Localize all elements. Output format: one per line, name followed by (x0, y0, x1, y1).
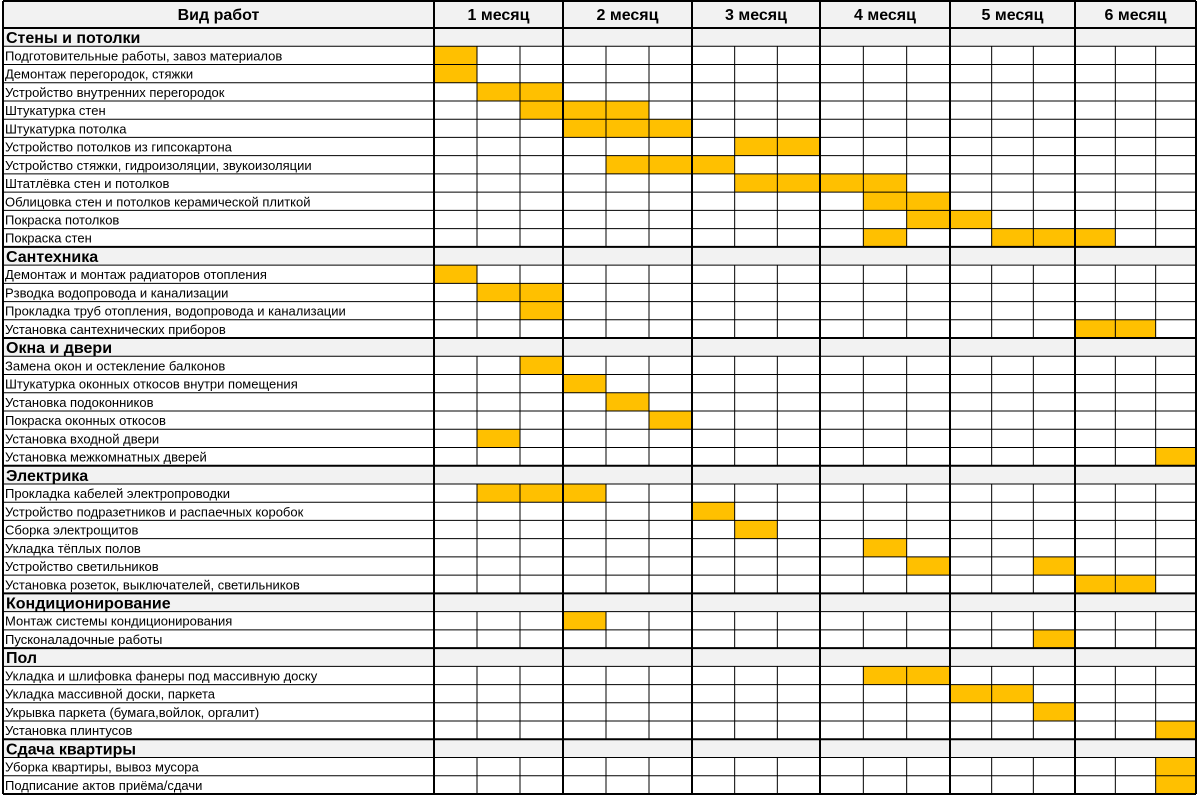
section-row-bg (3, 28, 1196, 46)
task-label: Демонтаж перегородок, стяжки (5, 66, 194, 82)
task-label: Укладка массивной доски, паркета (5, 686, 215, 702)
gantt-bar (563, 101, 606, 119)
task-label: Покраска оконных откосов (5, 413, 166, 429)
section-title: Электрика (6, 467, 89, 485)
section-row-bg (3, 466, 1196, 484)
section-title: Сантехника (6, 248, 99, 266)
gantt-bar (520, 484, 563, 502)
task-label: Штукатурка потолка (5, 121, 127, 137)
task-label: Установка сантехнических приборов (5, 321, 226, 337)
task-label: Установка плинтусов (5, 723, 133, 739)
task-label: Покраска стен (5, 230, 92, 246)
task-label: Установка розеток, выключателей, светильников (5, 577, 300, 593)
gantt-bar (1156, 721, 1196, 739)
gantt-bar (820, 174, 863, 192)
task-label: Устройство внутренних перегородок (5, 84, 225, 100)
gantt-bar (950, 210, 992, 228)
task-label: Прокладка кабелей электропроводки (5, 486, 230, 502)
gantt-bar (477, 83, 520, 101)
task-label: Рзводка водопровода и канализации (5, 285, 229, 301)
gantt-bar (863, 666, 906, 684)
gantt-bar (649, 411, 692, 429)
section-row-bg (3, 247, 1196, 265)
gantt-bar (606, 156, 649, 174)
task-label: Прокладка труб отопления, водопровода и канализации (5, 303, 346, 319)
month-header: 2 месяц (596, 7, 659, 24)
gantt-bar (563, 484, 606, 502)
task-label: Штукатурка оконных откосов внутри помещения (5, 376, 298, 392)
task-label: Установка межкомнатных дверей (5, 449, 207, 465)
month-header: 3 месяц (725, 7, 787, 24)
gantt-bar (1075, 229, 1115, 247)
task-label: Замена окон и остекление балконов (5, 358, 226, 374)
task-label: Установка входной двери (5, 431, 160, 447)
task-label: Устройство потолков из гипсокартона (5, 139, 232, 155)
gantt-bar (735, 520, 778, 538)
section-row-bg (3, 338, 1196, 356)
gantt-bar (477, 429, 520, 447)
gantt-bar (863, 229, 906, 247)
task-label: Укрывка паркета (бумага,войлок, оргалит) (5, 704, 260, 720)
gantt-bar (1075, 575, 1115, 593)
month-header: 4 месяц (854, 7, 916, 24)
gantt-bar (1033, 630, 1075, 648)
gantt-bar (606, 119, 649, 137)
section-row-bg (3, 739, 1196, 757)
gantt-bar (1156, 776, 1196, 794)
task-column-header: Вид работ (177, 7, 260, 24)
gantt-bars-layer (434, 46, 1196, 794)
section-title: Окна и двери (6, 340, 113, 358)
gantt-bar (692, 502, 735, 520)
month-header: 1 месяц (467, 7, 530, 24)
task-label: Монтаж системы кондиционирования (5, 613, 233, 629)
task-label: Устройство светильников (5, 559, 159, 575)
gantt-bar (649, 156, 692, 174)
gantt-bar (520, 101, 563, 119)
gantt-bar (1033, 557, 1075, 575)
gantt-bar (992, 685, 1034, 703)
section-row-bg (3, 593, 1196, 611)
gantt-bar (1156, 758, 1196, 776)
gantt-bar (1115, 575, 1155, 593)
gantt-bar (563, 119, 606, 137)
gantt-bar (649, 119, 692, 137)
section-title: Сдача квартиры (6, 741, 137, 759)
gantt-bar (520, 83, 563, 101)
task-label: Уборка квартиры, вывоз мусора (5, 759, 199, 775)
section-row-bg (3, 648, 1196, 666)
gantt-bar (907, 666, 950, 684)
task-label: Штукатурка стен (5, 103, 106, 119)
gantt-bar (1115, 320, 1155, 338)
task-label: Демонтаж и монтаж радиаторов отопления (5, 267, 267, 283)
gantt-bar (863, 192, 906, 210)
gantt-bar (907, 192, 950, 210)
task-label: Укладка и шлифовка фанеры под массивную доску (5, 668, 318, 684)
gantt-bar (1033, 703, 1075, 721)
section-title: Пол (6, 650, 38, 668)
section-title: Кондиционирование (6, 595, 171, 613)
gantt-bar (907, 210, 950, 228)
task-label: Устройство подразетников и распаечных коробок (5, 504, 304, 520)
gantt-bar (735, 174, 778, 192)
month-header: 5 месяц (981, 7, 1044, 24)
gantt-bar (777, 174, 820, 192)
gantt-bar (520, 356, 563, 374)
task-label: Подписание актов приёма/сдачи (5, 777, 203, 793)
gantt-bar (863, 174, 906, 192)
gantt-bar (520, 302, 563, 320)
gantt-bar (1033, 229, 1075, 247)
gantt-bar (1156, 447, 1196, 465)
gantt-bar (434, 265, 477, 283)
section-title: Стены и потолки (6, 30, 141, 48)
task-label: Штатлёвка стен и потолков (5, 176, 170, 192)
task-label: Устройство стяжки, гидроизоляции, звукоизоляции (5, 157, 312, 173)
task-label: Пусконаладочные работы (5, 631, 163, 647)
gantt-bar (992, 229, 1034, 247)
gantt-bar (907, 557, 950, 575)
month-header: 6 месяц (1104, 7, 1167, 24)
task-label: Укладка тёплых полов (5, 540, 141, 556)
task-label: Установка подоконников (5, 394, 154, 410)
gantt-bar (434, 46, 477, 64)
gantt-bar (520, 283, 563, 301)
gantt-bar (863, 539, 906, 557)
task-label: Сборка электрощитов (5, 522, 139, 538)
task-label: Покраска потолков (5, 212, 120, 228)
gantt-bar (606, 393, 649, 411)
gantt-bar (606, 101, 649, 119)
task-label: Подготовительные работы, завоз материалов (5, 48, 283, 64)
gantt-bar (735, 137, 778, 155)
gantt-bar (950, 685, 992, 703)
gantt-bar (692, 156, 735, 174)
gantt-bar (563, 375, 606, 393)
gantt-bar (1075, 320, 1115, 338)
gantt-bar (477, 283, 520, 301)
gantt-bar (434, 64, 477, 82)
gantt-bar (777, 137, 820, 155)
gantt-bar (477, 484, 520, 502)
task-label: Облицовка стен и потолков керамической плиткой (5, 194, 311, 210)
gantt-bar (563, 612, 606, 630)
